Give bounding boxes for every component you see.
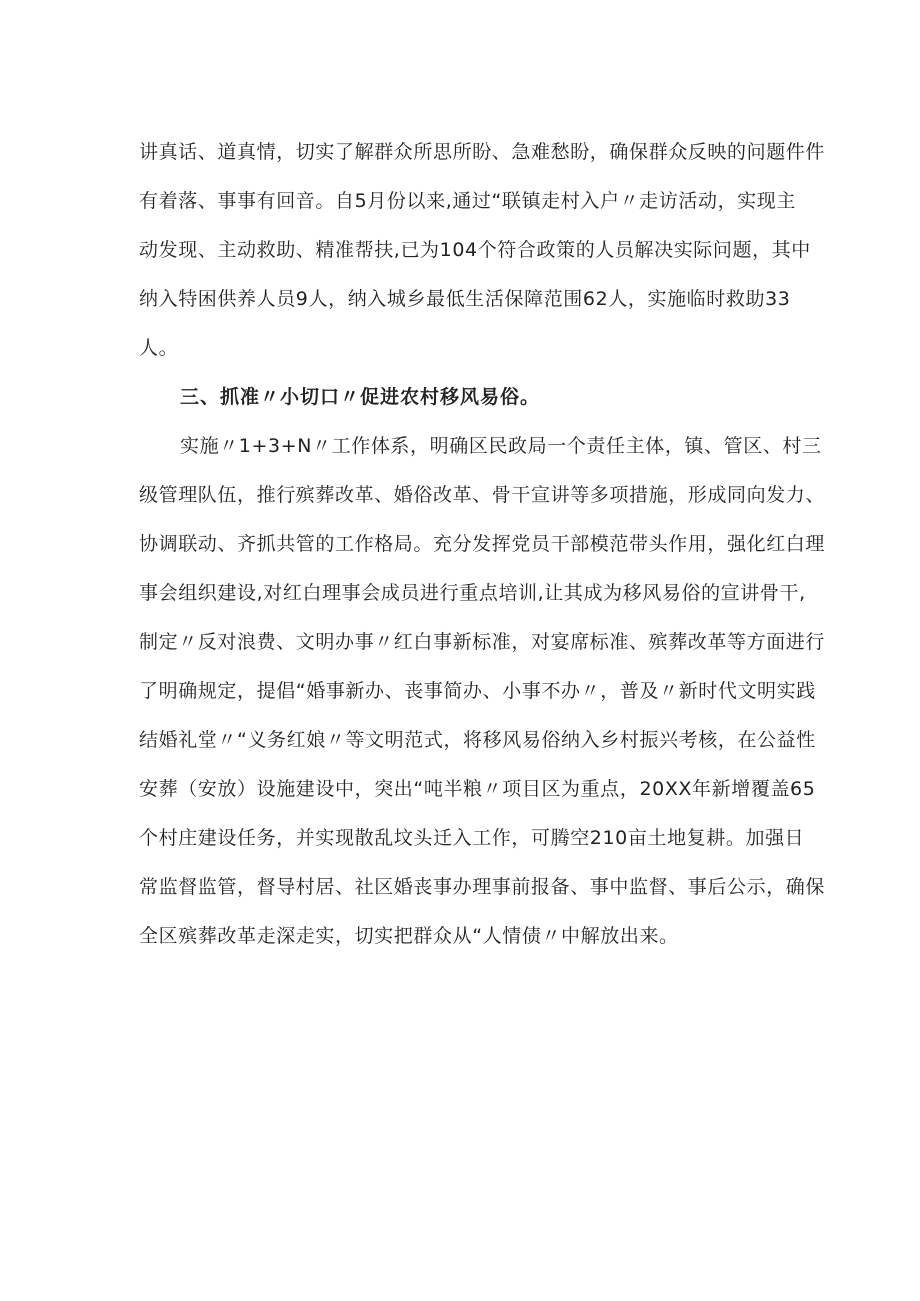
paragraph-line: 协调联动、齐抓共管的工作格局。充分发挥党员干部模范带头作用，强化红白理 — [139, 533, 826, 555]
section-heading: 三、抓准〃小切口〃促进农村移风易俗。 — [180, 386, 541, 408]
paragraph-line: 制定〃反对浪费、文明办事〃红白事新标准，对宴席标准、殡葬改革等方面进行 — [139, 631, 826, 653]
paragraph-line: 结婚礼堂〃“义务红娘〃等文明范式，将移风易俗纳入乡村振兴考核，在公益性 — [139, 729, 816, 751]
paragraph-line: 动发现、主动救助、精准帮扶,已为104个符合政策的人员解决实际问题，其中 — [139, 239, 811, 261]
paragraph-line: 常监督监管，督导村居、社区婚丧事办理事前报备、事中监督、事后公示，确保 — [139, 876, 826, 898]
paragraph-line: 安葬（安放）设施建设中，突出“吨半粮〃项目区为重点，20XX年新增覆盖65 — [139, 778, 816, 800]
paragraph-line: 全区殡葬改革走深走实，切实把群众从“人情债〃中解放出来。 — [139, 925, 679, 947]
paragraph-line: 级管理队伍，推行殡葬改革、婚俗改革、骨干宣讲等多项措施，形成同向发力、 — [139, 484, 826, 506]
paragraph-line: 了明确规定，提倡“婚事新办、丧事简办、小事不办〃，普及〃新时代文明实践 — [139, 680, 816, 702]
paragraph-line: 有着落、事事有回音。自5月份以来,通过“联镇走村入户〃走访活动，实现主 — [139, 190, 796, 212]
paragraph-line: 讲真话、道真情，切实了解群众所思所盼、急难愁盼，确保群众反映的问题件件 — [139, 141, 826, 163]
paragraph-line: 人。 — [139, 337, 179, 359]
paragraph-line: 纳入特困供养人员9人，纳入城乡最低生活保障范围62人，实施临时救助33 — [139, 288, 791, 310]
paragraph-line: 个村庄建设任务，并实现散乱坟头迁入工作，可腾空210亩土地复耕。加强日 — [139, 827, 805, 849]
paragraph-line: 实施〃1+3+N〃工作体系，明确区民政局一个责任主体，镇、管区、村三 — [180, 435, 822, 457]
paragraph-line: 事会组织建设,对红白理事会成员进行重点培训,让其成为移风易俗的宣讲骨干, — [139, 582, 806, 604]
